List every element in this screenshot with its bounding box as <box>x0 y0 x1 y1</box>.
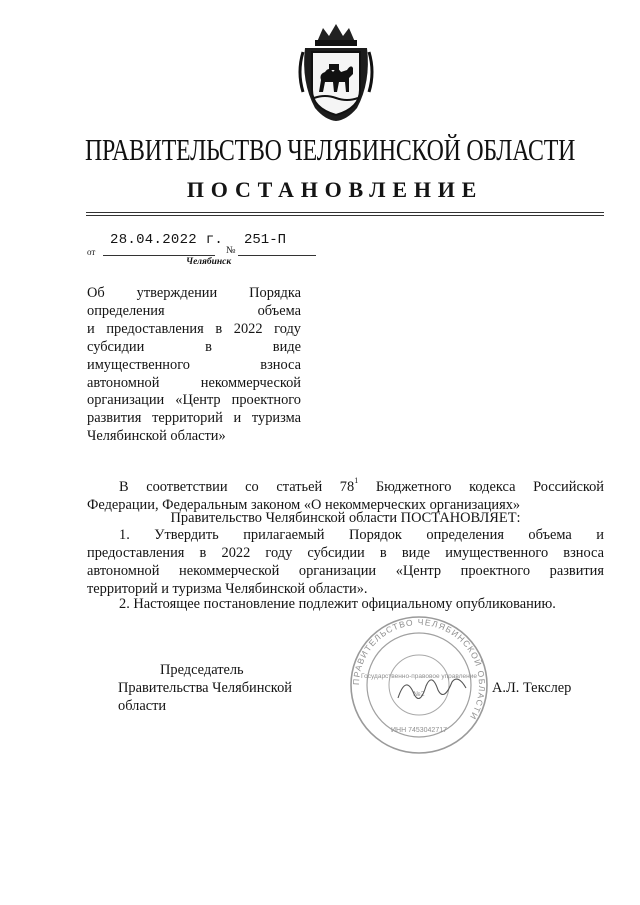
signatory-name: А.Л. Текслер <box>492 680 572 696</box>
article-superscript: 1 <box>354 476 359 485</box>
subject-line: имущественного взноса <box>87 356 301 373</box>
date-from-label: от <box>87 247 96 257</box>
city: Челябинск <box>186 257 232 267</box>
item-2-paragraph <box>87 596 604 614</box>
item-1-line: автономной некоммерческой организации «Центр проектного развития <box>87 562 604 579</box>
subject-line: и предоставления в 2022 году <box>87 320 301 337</box>
preamble-text: В соответствии со статьей 78 <box>119 479 355 495</box>
date-underline <box>103 255 215 256</box>
signatory-title-line: Председатель <box>160 662 244 678</box>
subject-line: Об утверждении Порядка <box>87 285 301 301</box>
number-label: № <box>226 245 236 256</box>
resolves-line <box>87 510 604 528</box>
subject-line: определения объема <box>87 302 301 319</box>
registration-block <box>86 231 326 271</box>
stamp-outer-text: ПРАВИТЕЛЬСТВО ЧЕЛЯБИНСКОЙ ОБЛАСТИ <box>350 616 488 722</box>
signatory-title <box>118 662 338 716</box>
subject-line: Челябинской области» <box>87 428 226 445</box>
preamble-text: Бюджетного кодекса Российской <box>358 479 604 495</box>
resolves-text: Правительство Челябинской области ПОСТАНОВЛЯЕТ: <box>170 510 521 526</box>
signatory-title-line: Правительства Челябинской области <box>118 679 292 714</box>
document-number: 251-П <box>244 232 287 248</box>
number-underline <box>238 255 316 256</box>
stamp-inn: ИНН 7453042717 <box>390 727 448 734</box>
header-rule-bottom <box>86 215 604 216</box>
stamp-inner-text: Государственно-правовое управление <box>361 673 477 680</box>
subject-line: организации «Центр проектного <box>87 392 301 409</box>
stamp-number: №2 <box>413 691 425 698</box>
subject-line: развития территорий и туризма <box>87 410 301 427</box>
preamble-line: Федерации, Федеральным законом «О некоммерческих организациях» <box>87 496 521 513</box>
coat-of-arms-icon <box>295 22 377 122</box>
document-type: ПОСТАНОВЛЕНИЕ <box>186 177 484 202</box>
item-1-line: 1. Утвердить прилагаемый Порядок определения объема и <box>119 527 604 543</box>
item-1-line: предоставления в 2022 году субсидии в виде имущественного взноса <box>87 544 604 561</box>
preamble-line <box>87 472 604 497</box>
item-2-line: 2. Настоящее постановление подлежит официальному опубликованию. <box>119 596 556 612</box>
item-1-line: территорий и туризма Челябинской области». <box>87 580 368 597</box>
subject-line: субсидии в виде <box>87 338 301 355</box>
item-1-paragraph <box>87 527 604 599</box>
handwritten-signature <box>392 668 472 708</box>
document-date: 28.04.2022 г. <box>110 232 224 248</box>
preamble-paragraph <box>87 472 604 515</box>
subject-heading <box>87 285 301 446</box>
government-title: ПРАВИТЕЛЬСТВО ЧЕЛЯБИНСКОЙ ОБЛАСТИ <box>85 132 576 167</box>
subject-line: автономной некоммерческой <box>87 374 301 391</box>
header-rule-top <box>86 212 604 213</box>
